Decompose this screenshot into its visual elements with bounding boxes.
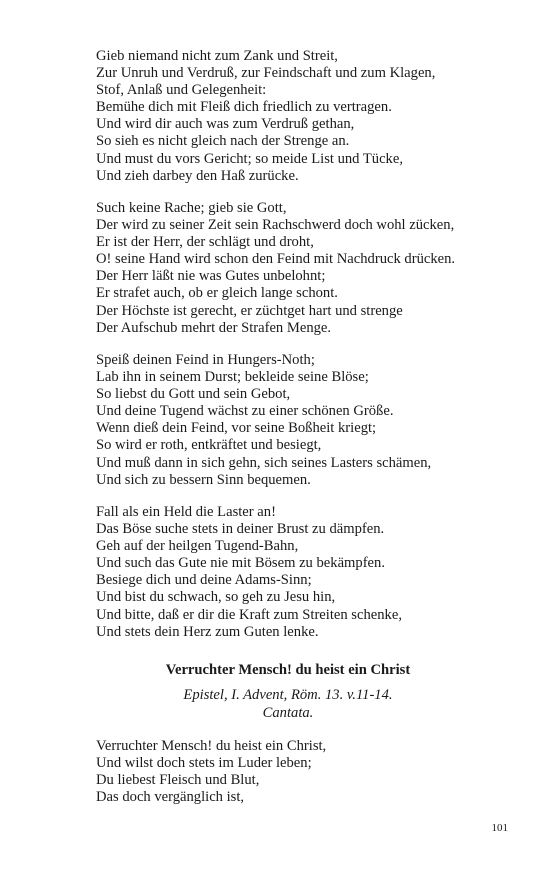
stanza: [96, 48, 516, 185]
verse-line: Und bitte, daß er dir die Kraft zum Streiten schenke,: [96, 606, 402, 623]
verse-line: Gieb niemand nicht zum Zank und Streit,: [96, 48, 338, 64]
verse-line: Du liebest Fleisch und Blut,: [96, 772, 260, 789]
verse-line: Speiß deinen Feind in Hungers-Noth;: [96, 352, 315, 368]
stanza: [96, 352, 516, 489]
verse-line: O! seine Hand wird schon den Feind mit Nachdruck drücken.: [96, 251, 456, 268]
poem-subtitle: Epistel, I. Advent, Röm. 13. v.11-14.: [183, 687, 393, 703]
verse-line: Und bist du schwach, so geh zu Jesu hin,: [96, 589, 336, 606]
verse-line: Und must du vors Gericht; so meide List und Tücke,: [96, 150, 403, 167]
verse-line: Er strafet auch, ob er gleich lange schont.: [96, 285, 338, 302]
verse-line: Und deine Tugend wächst zu einer schönen Größe.: [96, 403, 394, 420]
verse-line: Der Höchste ist gerecht, er züchtget hart und strenge: [96, 302, 403, 319]
verse-line: Und wilst doch stets im Luder leben;: [96, 755, 312, 772]
verse-line: So liebst du Gott und sein Gebot,: [96, 386, 291, 403]
verse-line: Und muß dann in sich gehn, sich seines Lasters schämen,: [96, 454, 432, 471]
poem-title: Verruchter Mensch! du heist ein Christ: [165, 662, 411, 678]
verse-line: Zur Unruh und Verdruß, zur Feindschaft und zum Klagen,: [96, 65, 436, 82]
verse-line: Das doch vergänglich ist,: [96, 789, 245, 806]
verse-line: Stof, Anlaß und Gelegenheit:: [96, 82, 267, 99]
verse-line: So wird er roth, entkräftet und besiegt,: [96, 437, 322, 454]
verse-line: Wenn dieß dein Feind, vor seine Boßheit kriegt;: [96, 420, 377, 437]
stanza: [96, 738, 516, 806]
page-number: 101: [491, 822, 508, 834]
verse-line: Der wird zu seiner Zeit sein Rachschwerd doch wohl zücken,: [96, 217, 455, 234]
stanza: [96, 504, 516, 641]
poem-form-label: Cantata.: [262, 705, 314, 721]
verse-line: Fall als ein Held die Laster an!: [96, 504, 276, 520]
verse-line: Lab ihn in seinem Durst; bekleide seine Blöse;: [96, 369, 369, 386]
verse-line: Und zieh darbey den Haß zurücke.: [96, 167, 299, 184]
verse-line: Der Aufschub mehrt der Strafen Menge.: [96, 319, 332, 336]
verse-line: Und wird dir auch was zum Verdruß gethan,: [96, 116, 355, 133]
verse-line: Und stets dein Herz zum Guten lenke.: [96, 623, 319, 640]
verse-line: Der Herr läßt nie was Gutes unbelohnt;: [96, 268, 326, 285]
verse-line: Verruchter Mensch! du heist ein Christ,: [96, 738, 327, 754]
verse-line: Bemühe dich mit Fleiß dich friedlich zu vertragen.: [96, 99, 392, 116]
verse-line: Such keine Rache; gieb sie Gott,: [96, 200, 287, 216]
verse-line: Er ist der Herr, der schlägt und droht,: [96, 234, 314, 251]
verse-line: So sieh es nicht gleich nach der Strenge an.: [96, 133, 350, 150]
verse-line: Das Böse suche stets in deiner Brust zu dämpfen.: [96, 521, 385, 538]
verse-line: Besiege dich und deine Adams-Sinn;: [96, 572, 312, 589]
stanza: [96, 200, 516, 337]
verse-line: Und such das Gute nie mit Bösem zu bekämpfen.: [96, 555, 385, 572]
verse-line: Und sich zu bessern Sinn bequemen.: [96, 471, 311, 488]
verse-line: Geh auf der heilgen Tugend-Bahn,: [96, 538, 299, 555]
